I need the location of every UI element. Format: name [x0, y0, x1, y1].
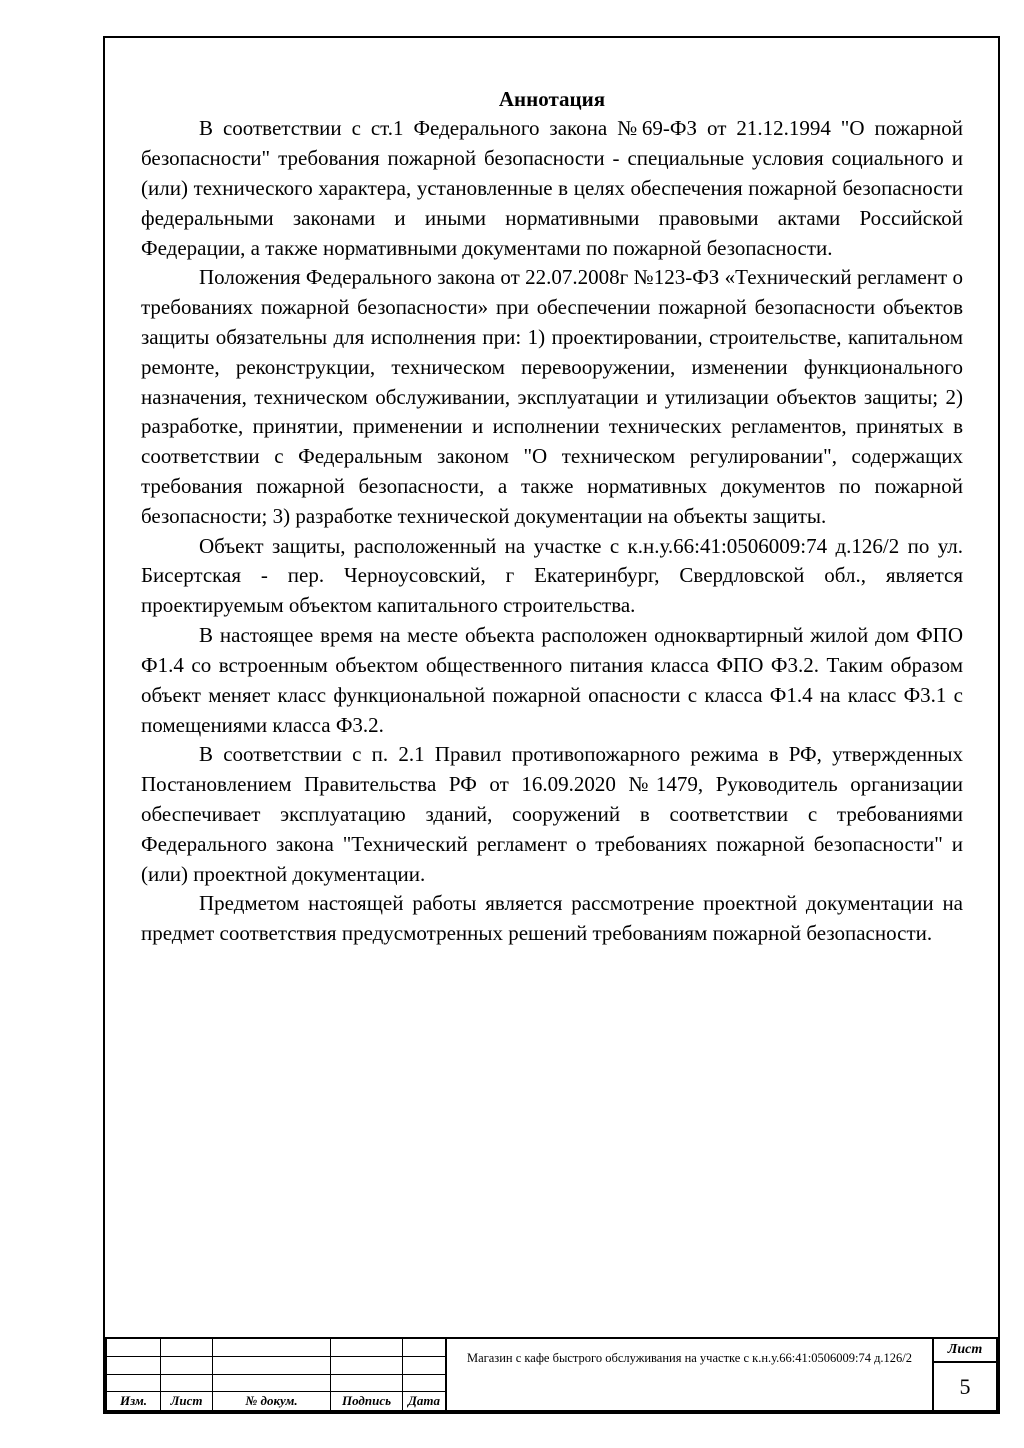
title-block: [105, 1337, 998, 1412]
cell-dokum-2: [213, 1357, 331, 1374]
table-row: [107, 1357, 445, 1375]
paragraph-1: В соответствии с ст.1 Федерального закона №69-ФЗ от 21.12.1994 "О пожарной безопасности" требования пожарной безопасности - специальные условия социального и (или) технического характера, установленные в целях обеспечения пожарной безопасности федеральными законами и иными нормативными правовыми актами Российской Федерации, а также нормативными документами по пожарной безопасности.: [141, 116, 963, 260]
cell-izm-3: [107, 1375, 161, 1391]
paragraph-4: В настоящее время на месте объекта расположен одноквартирный жилой дом ФПО Ф1.4 со встроенным объектом общественного питания класса ФПО Ф3.2. Таким образом объект меняет класс функциональной пожарной опасности с класса Ф1.4 на класс Ф3.1 с помещениями класса Ф3.2.: [141, 623, 963, 737]
column-header-list: Лист: [161, 1392, 213, 1410]
sheet-number: 5: [959, 1373, 971, 1399]
column-header-data: Дата: [408, 1393, 440, 1408]
document-content: [141, 86, 963, 949]
cell-dokum-3: [213, 1375, 331, 1391]
cell-dokum-1: [213, 1339, 331, 1356]
page-title: Аннотация: [498, 87, 606, 111]
sheet-label: Лист: [934, 1339, 996, 1363]
cell-data-3: [403, 1375, 445, 1391]
table-row: [107, 1375, 445, 1392]
cell-list-3: [161, 1375, 213, 1391]
object-name-text: Магазин с кафе быстрого обслуживания на участке с к.н.у.66:41:0506009:74 д.126/2: [466, 1351, 913, 1365]
column-header-dokum: № докум.: [213, 1392, 331, 1410]
cell-podpis-2: [331, 1357, 403, 1374]
cell-izm-2: [107, 1357, 161, 1374]
column-header-izm: Изм.: [107, 1392, 161, 1410]
table-row: [107, 1339, 445, 1357]
cell-list-2: [161, 1357, 213, 1374]
title-block-revision-table: [107, 1339, 447, 1410]
title-block-object-name: [447, 1339, 934, 1410]
column-header-podpis: Подпись: [331, 1392, 403, 1410]
cell-list-1: [161, 1339, 213, 1356]
title-block-sheet: [934, 1339, 996, 1410]
cell-podpis-3: [331, 1375, 403, 1391]
cell-podpis-1: [331, 1339, 403, 1356]
paragraph-5: В соответствии с п. 2.1 Правил противопожарного режима в РФ, утвержденных Постановлением Правительства РФ от 16.09.2020 №1479, Руководитель организации обеспечивает эксплуатацию зданий, сооружений в соответствии с требованиями Федерального закона "Технический регламент о требованиях пожарной безопасности" и (или) проектной документации.: [141, 742, 963, 886]
paragraph-6: Предметом настоящей работы является рассмотрение проектной документации на предмет соответствия предусмотренных решений требованиям пожарной безопасности.: [141, 891, 963, 946]
cell-izm-1: [107, 1339, 161, 1356]
cell-data-2: [403, 1357, 445, 1374]
table-header-row: [107, 1392, 445, 1410]
cell-data-1: [403, 1339, 445, 1356]
paragraph-3: Объект защиты, расположенный на участке с к.н.у.66:41:0506009:74 д.126/2 по ул. Бисертская - пер. Черноусовский, г Екатеринбург, Свердловской обл., является проектируемым объектом капитального строительства.: [141, 533, 963, 618]
paragraph-2: Положения Федерального закона от 22.07.2008г №123-ФЗ «Технический регламент о требованиях пожарной безопасности» при обеспечении пожарной безопасности объектов защиты обязательны для исполнения при: 1) проектировании, строительстве, капитальном ремонте, реконструкции, техническом перевооружении, изменении функционального назначения, техническом обслуживании, эксплуатации и утилизации объектов защиты; 2) разработке, принятии, применении и исполнении технических регламентов, принятых в соответствии с Федеральным законом "О техническом регулировании", содержащих требования пожарной безопасности, а также нормативных документов по пожарной безопасности; 3) разработке технической документации на объекты защиты.: [141, 265, 963, 528]
